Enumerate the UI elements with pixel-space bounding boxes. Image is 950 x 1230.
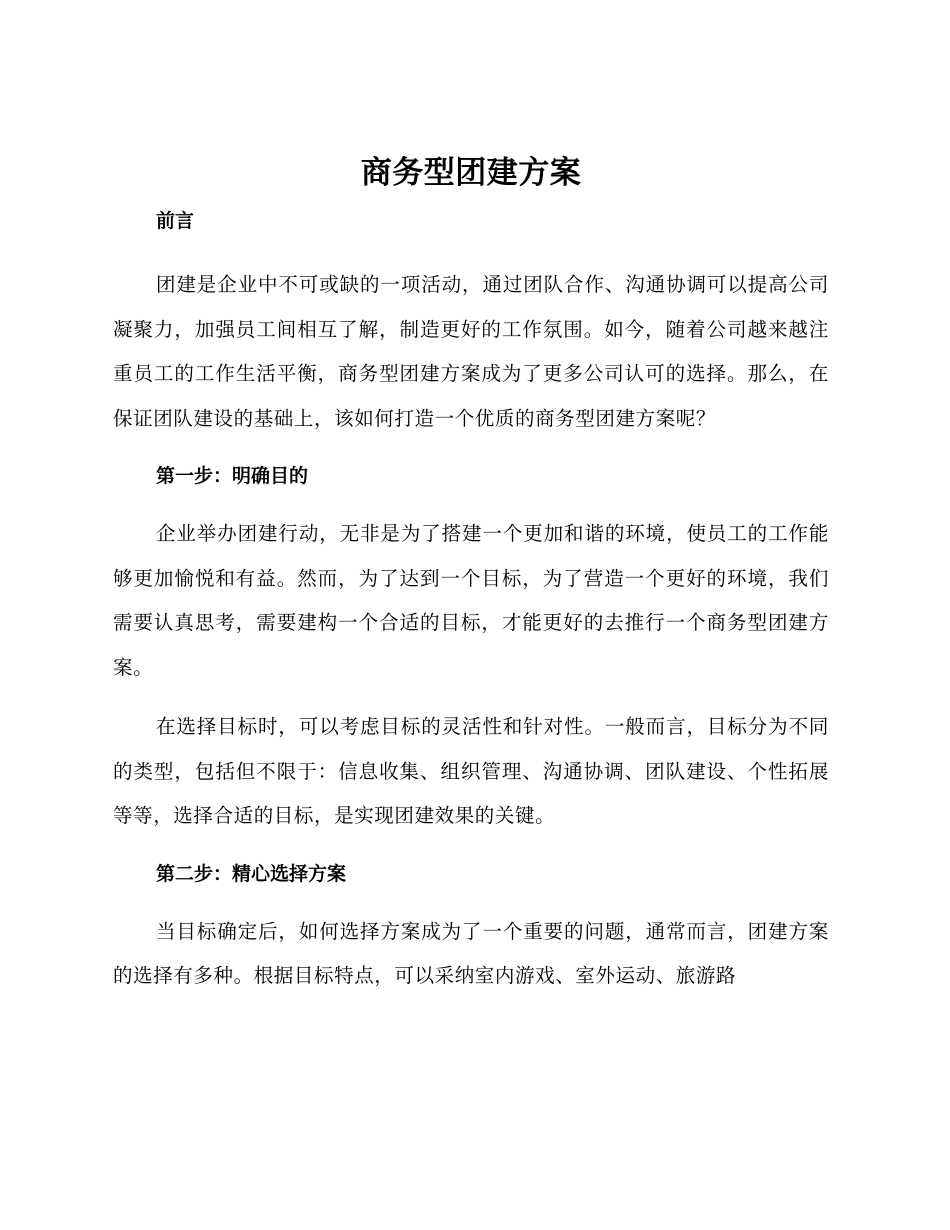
section-heading-step-two: 第二步：精心选择方案 [156, 862, 347, 885]
section-heading-step-one: 第一步：明确目的 [156, 465, 309, 487]
document-body [113, 150, 829, 999]
paragraph-step-one-purpose: 企业举办团建行动，无非是为了搭建一个更加和谐的环境，使员工的工作能够更加愉悦和有益。然而，为了达到一个目标，为了营造一个更好的环境，我们需要认真思考，需要建构一个合适的目标，才能更好的去推行一个商务型团建方案。 [113, 522, 829, 679]
document-title: 商务型团建方案 [360, 155, 582, 191]
paragraph-preface: 团建是企业中不可或缺的一项活动，通过团队合作、沟通协调可以提高公司凝聚力，加强员工间相互了解，制造更好的工作氛围。如今，随着公司越来越注重员工的工作生活平衡，商务型团建方案成为了更多公司认可的选择。那么，在保证团队建设的基础上，该如何打造一个优质的商务型团建方案呢？ [113, 273, 829, 430]
section-heading-preface: 前言 [156, 210, 195, 232]
paragraph-step-two-plan-selection: 当目标确定后，如何选择方案成为了一个重要的问题，通常而言，团建方案的选择有多种。根据目标特点，可以采纳室内游戏、室外运动、旅游路 [113, 919, 829, 987]
paragraph-step-one-goal-selection: 在选择目标时，可以考虑目标的灵活性和针对性。一般而言，目标分为不同的类型，包括但不限于：信息收集、组织管理、沟通协调、团队建设、个性拓展等等，选择合适的目标，是实现团建效果的关键。 [113, 715, 829, 827]
